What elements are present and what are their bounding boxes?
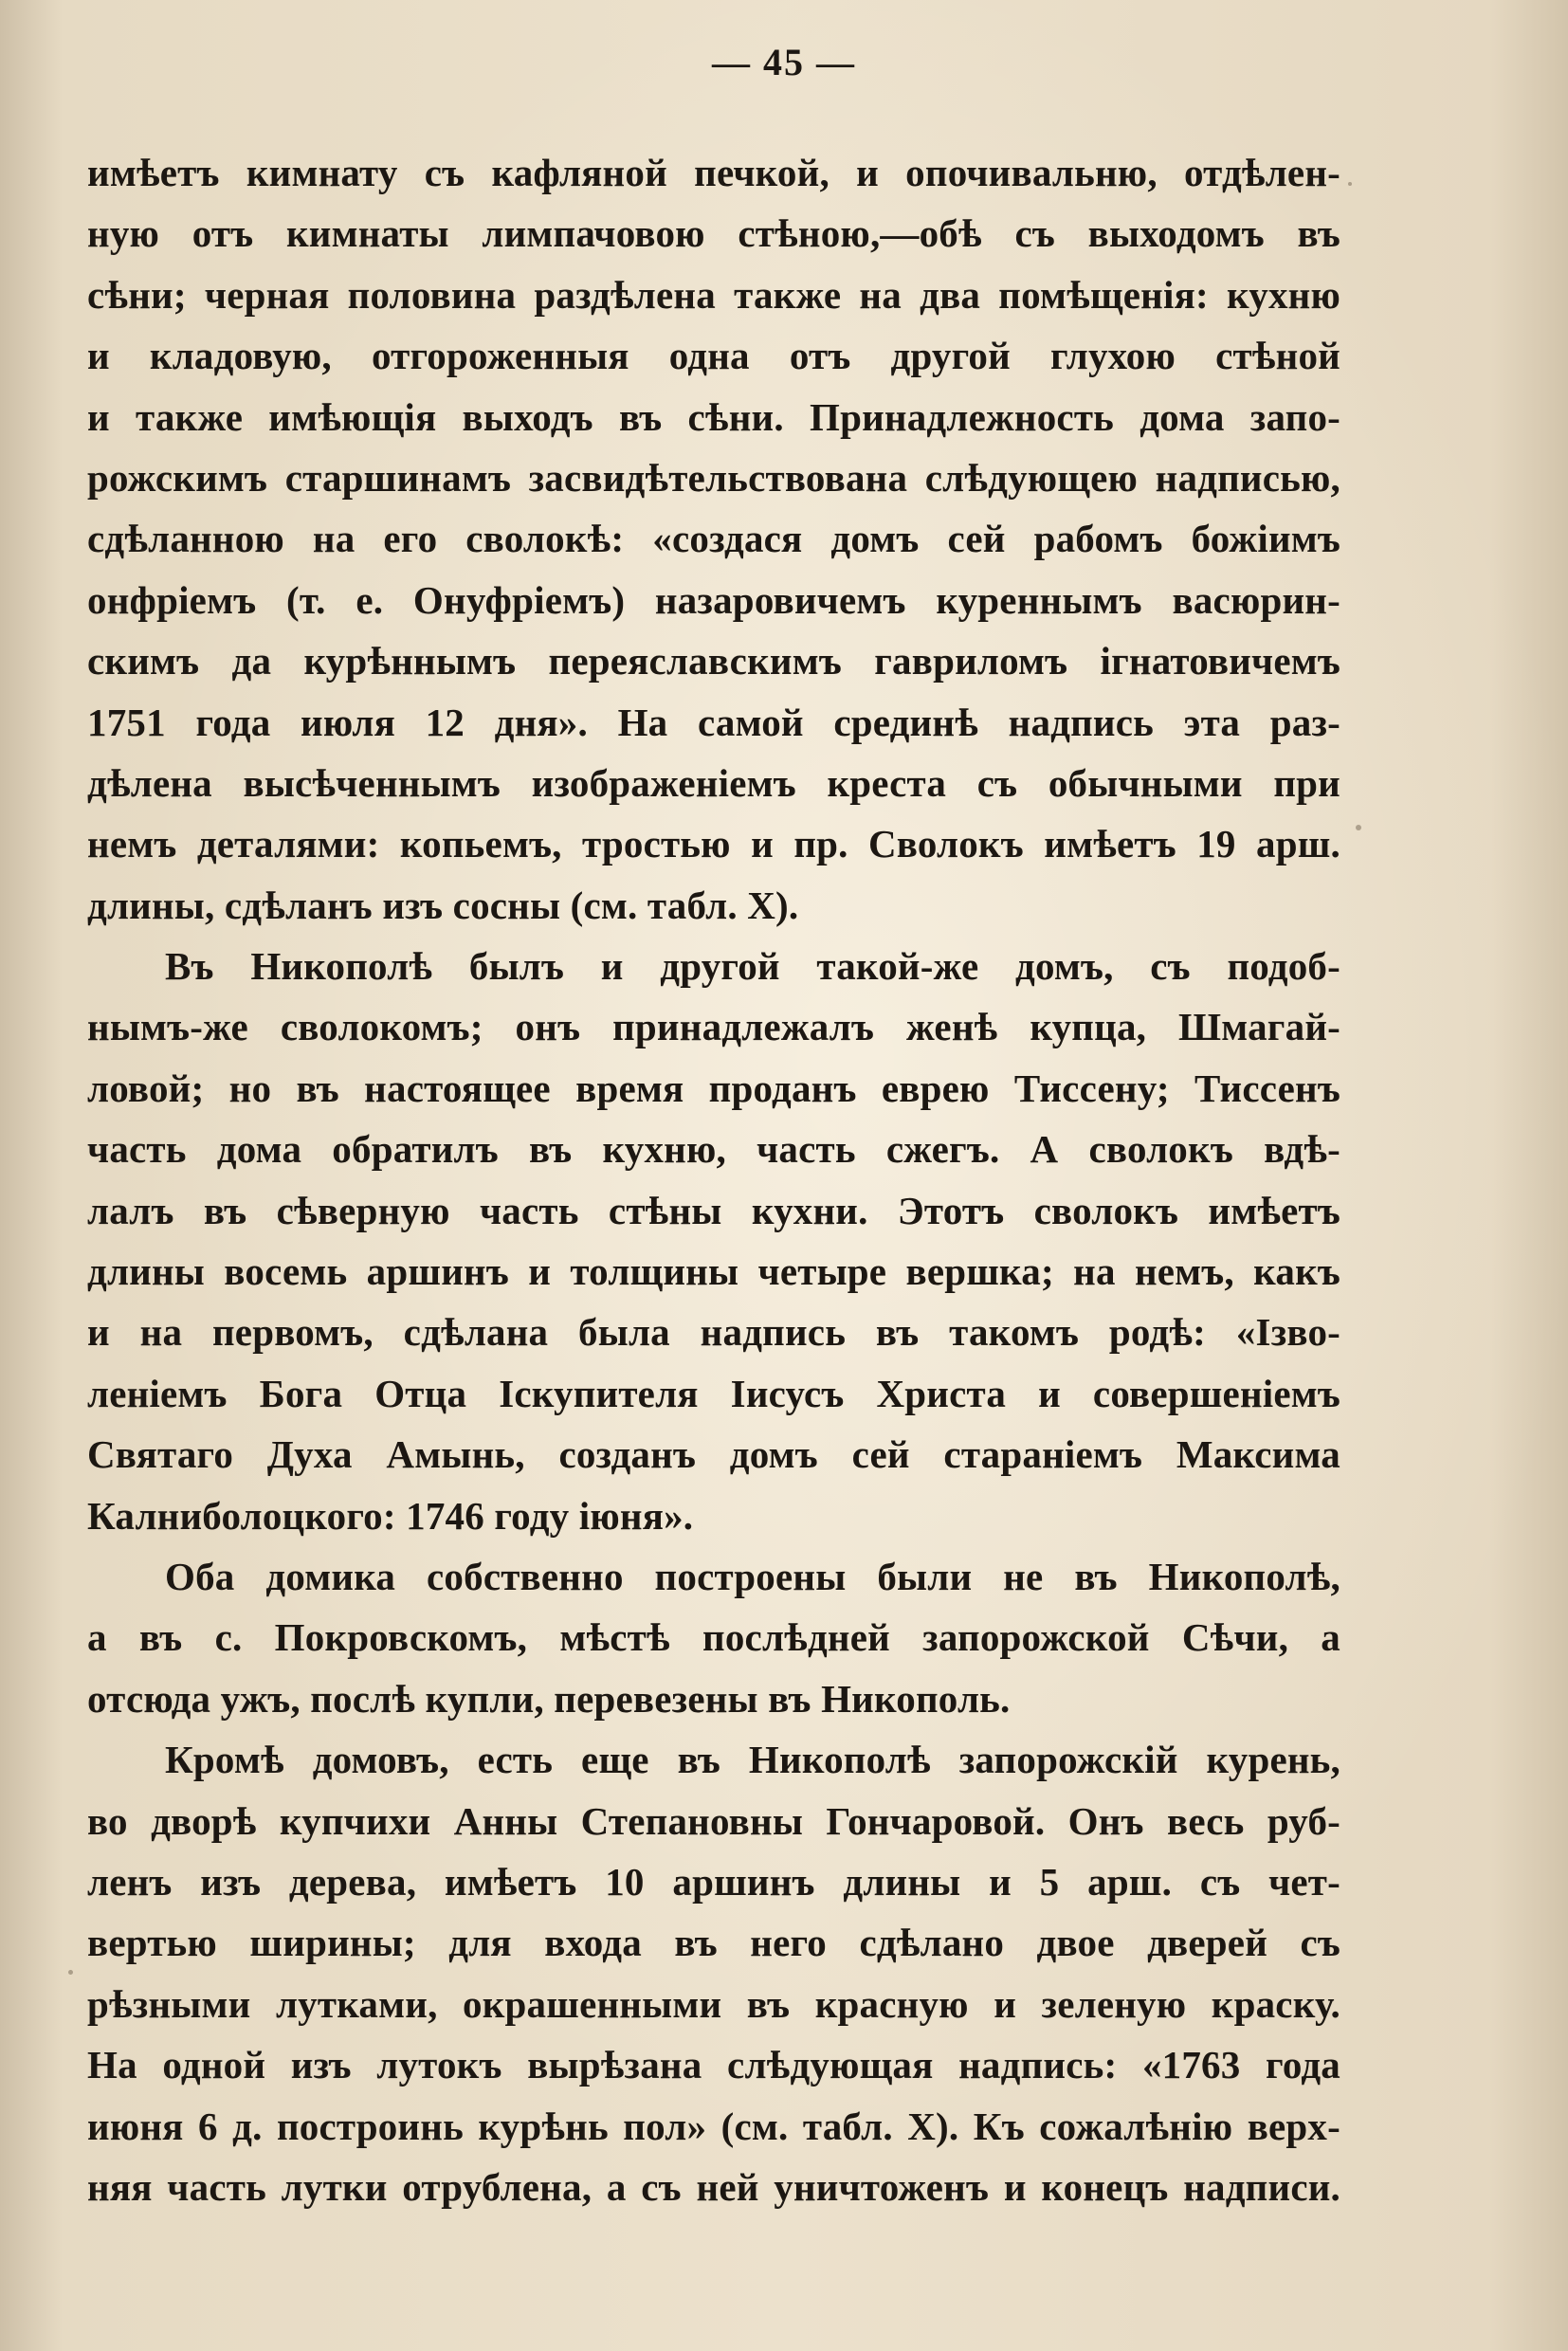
paper-speck [1356, 825, 1361, 830]
text-line: нымъ-же сволокомъ; онъ принадлежалъ женѣ купца, Шмагай- [87, 1005, 1340, 1049]
text-line: длины восемь аршинъ и толщины четыре вершка; на немъ, какъ [87, 1249, 1340, 1294]
text-line: и также имѣющія выходъ въ сѣни. Принадлежность дома запо- [87, 394, 1340, 439]
text-line: ленъ изъ дерева, имѣетъ 10 аршинъ длины и 5 арш. съ чет- [87, 1859, 1340, 1904]
text-line: а въ с. Покровскомъ, мѣстѣ послѣдней запорожской Сѣчи, а [87, 1615, 1340, 1660]
paragraph-end-line: Калниболоцкого: 1746 году іюня». [87, 1493, 694, 1538]
text-line: ловой; но въ настоящее время проданъ еврею Тиссену; Тиссенъ [87, 1066, 1340, 1110]
text-line: леніемъ Бога Отца Іскупителя Іисусъ Христа и совершеніемъ [87, 1371, 1340, 1415]
text-line: ную отъ кимнаты лимпачовою стѣною,—обѣ съ выходомъ въ [87, 211, 1340, 256]
paragraph-start-line: Оба домика собственно построены были не въ Никополѣ, [165, 1554, 1340, 1598]
page-number: — 45 — [712, 41, 856, 83]
text-line: и кладовую, отгороженныя одна отъ другой глухою стѣной [87, 334, 1340, 378]
text-line: и на первомъ, сдѣлана была надпись въ такомъ родѣ: «Ізво- [87, 1310, 1340, 1355]
text-line: рѣзными лутками, окрашенными въ красную и зеленую краску. [87, 1981, 1340, 2026]
text-line: рожскимъ старшинамъ засвидѣтельствована слѣдующею надписью, [87, 455, 1340, 500]
body-text [87, 142, 1340, 2217]
text-line: Святаго Духа Амынь, созданъ домъ сей стараніемъ Максима [87, 1432, 1340, 1477]
paragraph-end-line: длины, сдѣланъ изъ сосны (см. табл. X). [87, 883, 799, 927]
text-line: часть дома обратилъ въ кухню, часть сжегъ. А сволокъ вдѣ- [87, 1127, 1340, 1172]
paragraph-start-line: Въ Никополѣ былъ и другой такой-же домъ, съ подоб- [165, 944, 1340, 989]
text-line: немъ деталями: копьемъ, тростью и пр. Сволокъ имѣетъ 19 арш. [87, 822, 1340, 866]
text-line: сдѣланною на его сволокѣ: «создася домъ сей рабомъ божіимъ [87, 517, 1340, 561]
text-line: На одной изъ лутокъ вырѣзана слѣдующая надпись: «1763 года [87, 2043, 1340, 2087]
text-line: дѣлена высѣченнымъ изображеніемъ креста съ обычными при [87, 760, 1340, 805]
text-line: няя часть лутки отрублена, а съ ней уничтоженъ и конецъ надписи. [87, 2164, 1340, 2209]
text-line: имѣетъ кимнату съ кафляной печкой, и опочивальню, отдѣлен- [87, 151, 1340, 194]
text-line: во дворѣ купчихи Анны Степановны Гончаровой. Онъ весь руб- [87, 1798, 1340, 1843]
paragraph-start-line: Кромѣ домовъ, есть еще въ Никополѣ запорожскій курень, [165, 1738, 1340, 1782]
text-line: июня 6 д. построинь курѣнь пол» (см. табл. X). Къ сожалѣнію верх- [87, 2104, 1340, 2148]
text-line: лалъ въ сѣверную часть стѣны кухни. Этотъ сволокъ имѣетъ [87, 1188, 1340, 1232]
paper-speck [68, 1970, 73, 1975]
paper-speck [1348, 182, 1352, 186]
text-line: сѣни; черная половина раздѣлена также на два помѣщенія: кухню [87, 272, 1340, 317]
text-line: онфріемъ (т. е. Онуфріемъ) назаровичемъ куреннымъ васюрин- [87, 577, 1340, 622]
paragraph-end-line: отсюда ужъ, послѣ купли, перевезены въ Никополь. [87, 1676, 1011, 1721]
text-line: вертью ширины; для входа въ него сдѣлано двое дверей съ [87, 1921, 1340, 1965]
text-line: скимъ да курѣннымъ переяславскимъ гавриломъ ігнатовичемъ [87, 639, 1340, 683]
text-line: 1751 года июля 12 дня». На самой срединѣ надпись эта раз- [87, 700, 1340, 744]
